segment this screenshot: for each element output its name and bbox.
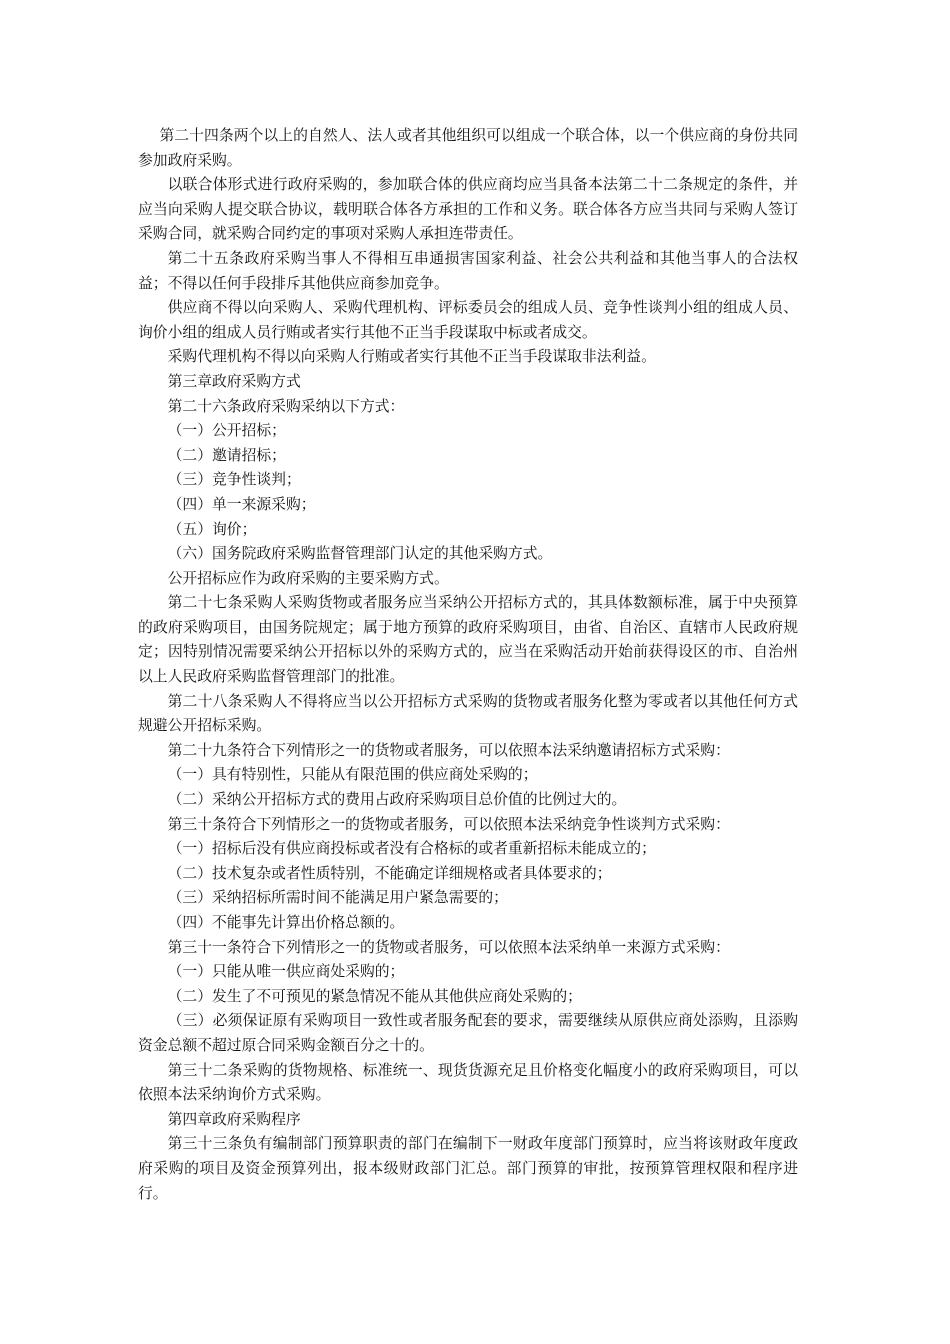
chapter-4-heading: 第四章政府采购程序 xyxy=(167,1110,301,1128)
list-item: （四）不能事先计算出价格总额的。 xyxy=(167,914,405,931)
document-body xyxy=(138,124,798,1206)
list-item: （五）询价； xyxy=(167,520,257,538)
list-item: （三）采纳招标所需时间不能满足用户紧急需要的； xyxy=(167,889,508,907)
list-item: （三）必须保证原有采购项目一致性或者服务配套的要求，需要继续从原供应商处添购，且添购资金总额不超过原合同采购金额百分之十的。 xyxy=(138,1012,798,1054)
paragraph-main-method: 公开招标应作为政府采购的主要采购方式。 xyxy=(167,569,449,587)
paragraph-article-24: 第二十四条两个以上的自然人、法人或者其他组织可以组成一个联合体，以一个供应商的身份共同参加政府采购。 xyxy=(138,127,798,169)
paragraph-consortium: 以联合体形式进行政府采购的，参加联合体的供应商均应当具备本法第二十二条规定的条件，并应当向采购人提交联合协议，载明联合体各方承担的工作和义务。联合体各方应当共同与采购人签订采购合同，就采购合同约定的事项对采购人承担连带责任。 xyxy=(138,176,798,243)
list-item: （一）只能从唯一供应商处采购的； xyxy=(167,963,405,981)
paragraph-article-25: 第二十五条政府采购当事人不得相互串通损害国家利益、社会公共利益和其他当事人的合法权益；不得以任何手段排斥其他供应商参加竞争。 xyxy=(138,249,798,292)
chapter-3-heading: 第三章政府采购方式 xyxy=(167,372,301,390)
list-item: （三）竞争性谈判； xyxy=(167,471,301,489)
paragraph-article-32: 第三十二条采购的货物规格、标准统一、现货货源充足且价格变化幅度小的政府采购项目，可以依照本法采纳询价方式采购。 xyxy=(138,1061,798,1104)
list-item: （二）邀请招标； xyxy=(167,446,286,464)
paragraph-article-28: 第二十八条采购人不得将应当以公开招标方式采购的货物或者服务化整为零或者以其他任何方式规避公开招标采购。 xyxy=(138,692,798,735)
paragraph-supplier-bribery: 供应商不得以向采购人、采购代理机构、评标委员会的组成人员、竞争性谈判小组的组成人员、询价小组的组成人员行贿或者实行其他不正当手段谋取中标或者成交。 xyxy=(138,299,798,341)
list-item: （二）采纳公开招标方式的费用占政府采购项目总价值的比例过大的。 xyxy=(167,791,627,809)
paragraph-article-30: 第三十条符合下列情形之一的货物或者服务，可以依照本法采纳竞争性谈判方式采购： xyxy=(167,815,730,833)
list-item: （一）具有特别性，只能从有限范围的供应商处采购的； xyxy=(167,766,538,784)
paragraph-article-33: 第三十三条负有编制部门预算职责的部门在编制下一财政年度部门预算时，应当将该财政年度政府采购的项目及资金预算列出，报本级财政部门汇总。部门预算的审批，按预算管理权限和程序进行。 xyxy=(138,1135,798,1202)
list-item: （二）技术复杂或者性质特别，不能确定详细规格或者具体要求的； xyxy=(167,864,612,882)
list-item: （一）招标后没有供应商投标或者没有合格标的或者重新招标未能成立的； xyxy=(167,840,656,858)
paragraph-article-31: 第三十一条符合下列情形之一的货物或者服务，可以依照本法采纳单一来源方式采购： xyxy=(167,938,730,956)
list-item: （二）发生了不可预见的紧急情况不能从其他供应商处采购的； xyxy=(167,987,582,1005)
paragraph-agency-bribery: 采购代理机构不得以向采购人行贿或者实行其他不正当手段谋取非法利益。 xyxy=(167,348,656,366)
list-item: （六）国务院政府采购监督管理部门认定的其他采购方式。 xyxy=(167,545,553,563)
paragraph-article-26: 第二十六条政府采购采纳以下方式： xyxy=(167,397,405,415)
list-item: （四）单一来源采购； xyxy=(167,495,316,513)
paragraph-article-29: 第二十九条符合下列情形之一的货物或者服务，可以依照本法采纳邀请招标方式采购： xyxy=(167,741,730,759)
list-item: （一）公开招标； xyxy=(167,422,286,440)
paragraph-article-27: 第二十七条采购人采购货物或者服务应当采纳公开招标方式的，其具体数额标准，属于中央预算的政府采购项目，由国务院规定；属于地方预算的政府采购项目，由省、自治区、直辖市人民政府规定；因特别情况需要采纳公开招标以外的采购方式的，应当在采购活动开始前获得设区的市、自治州以上人民政府采购监督管理部门的批准。 xyxy=(138,594,798,686)
